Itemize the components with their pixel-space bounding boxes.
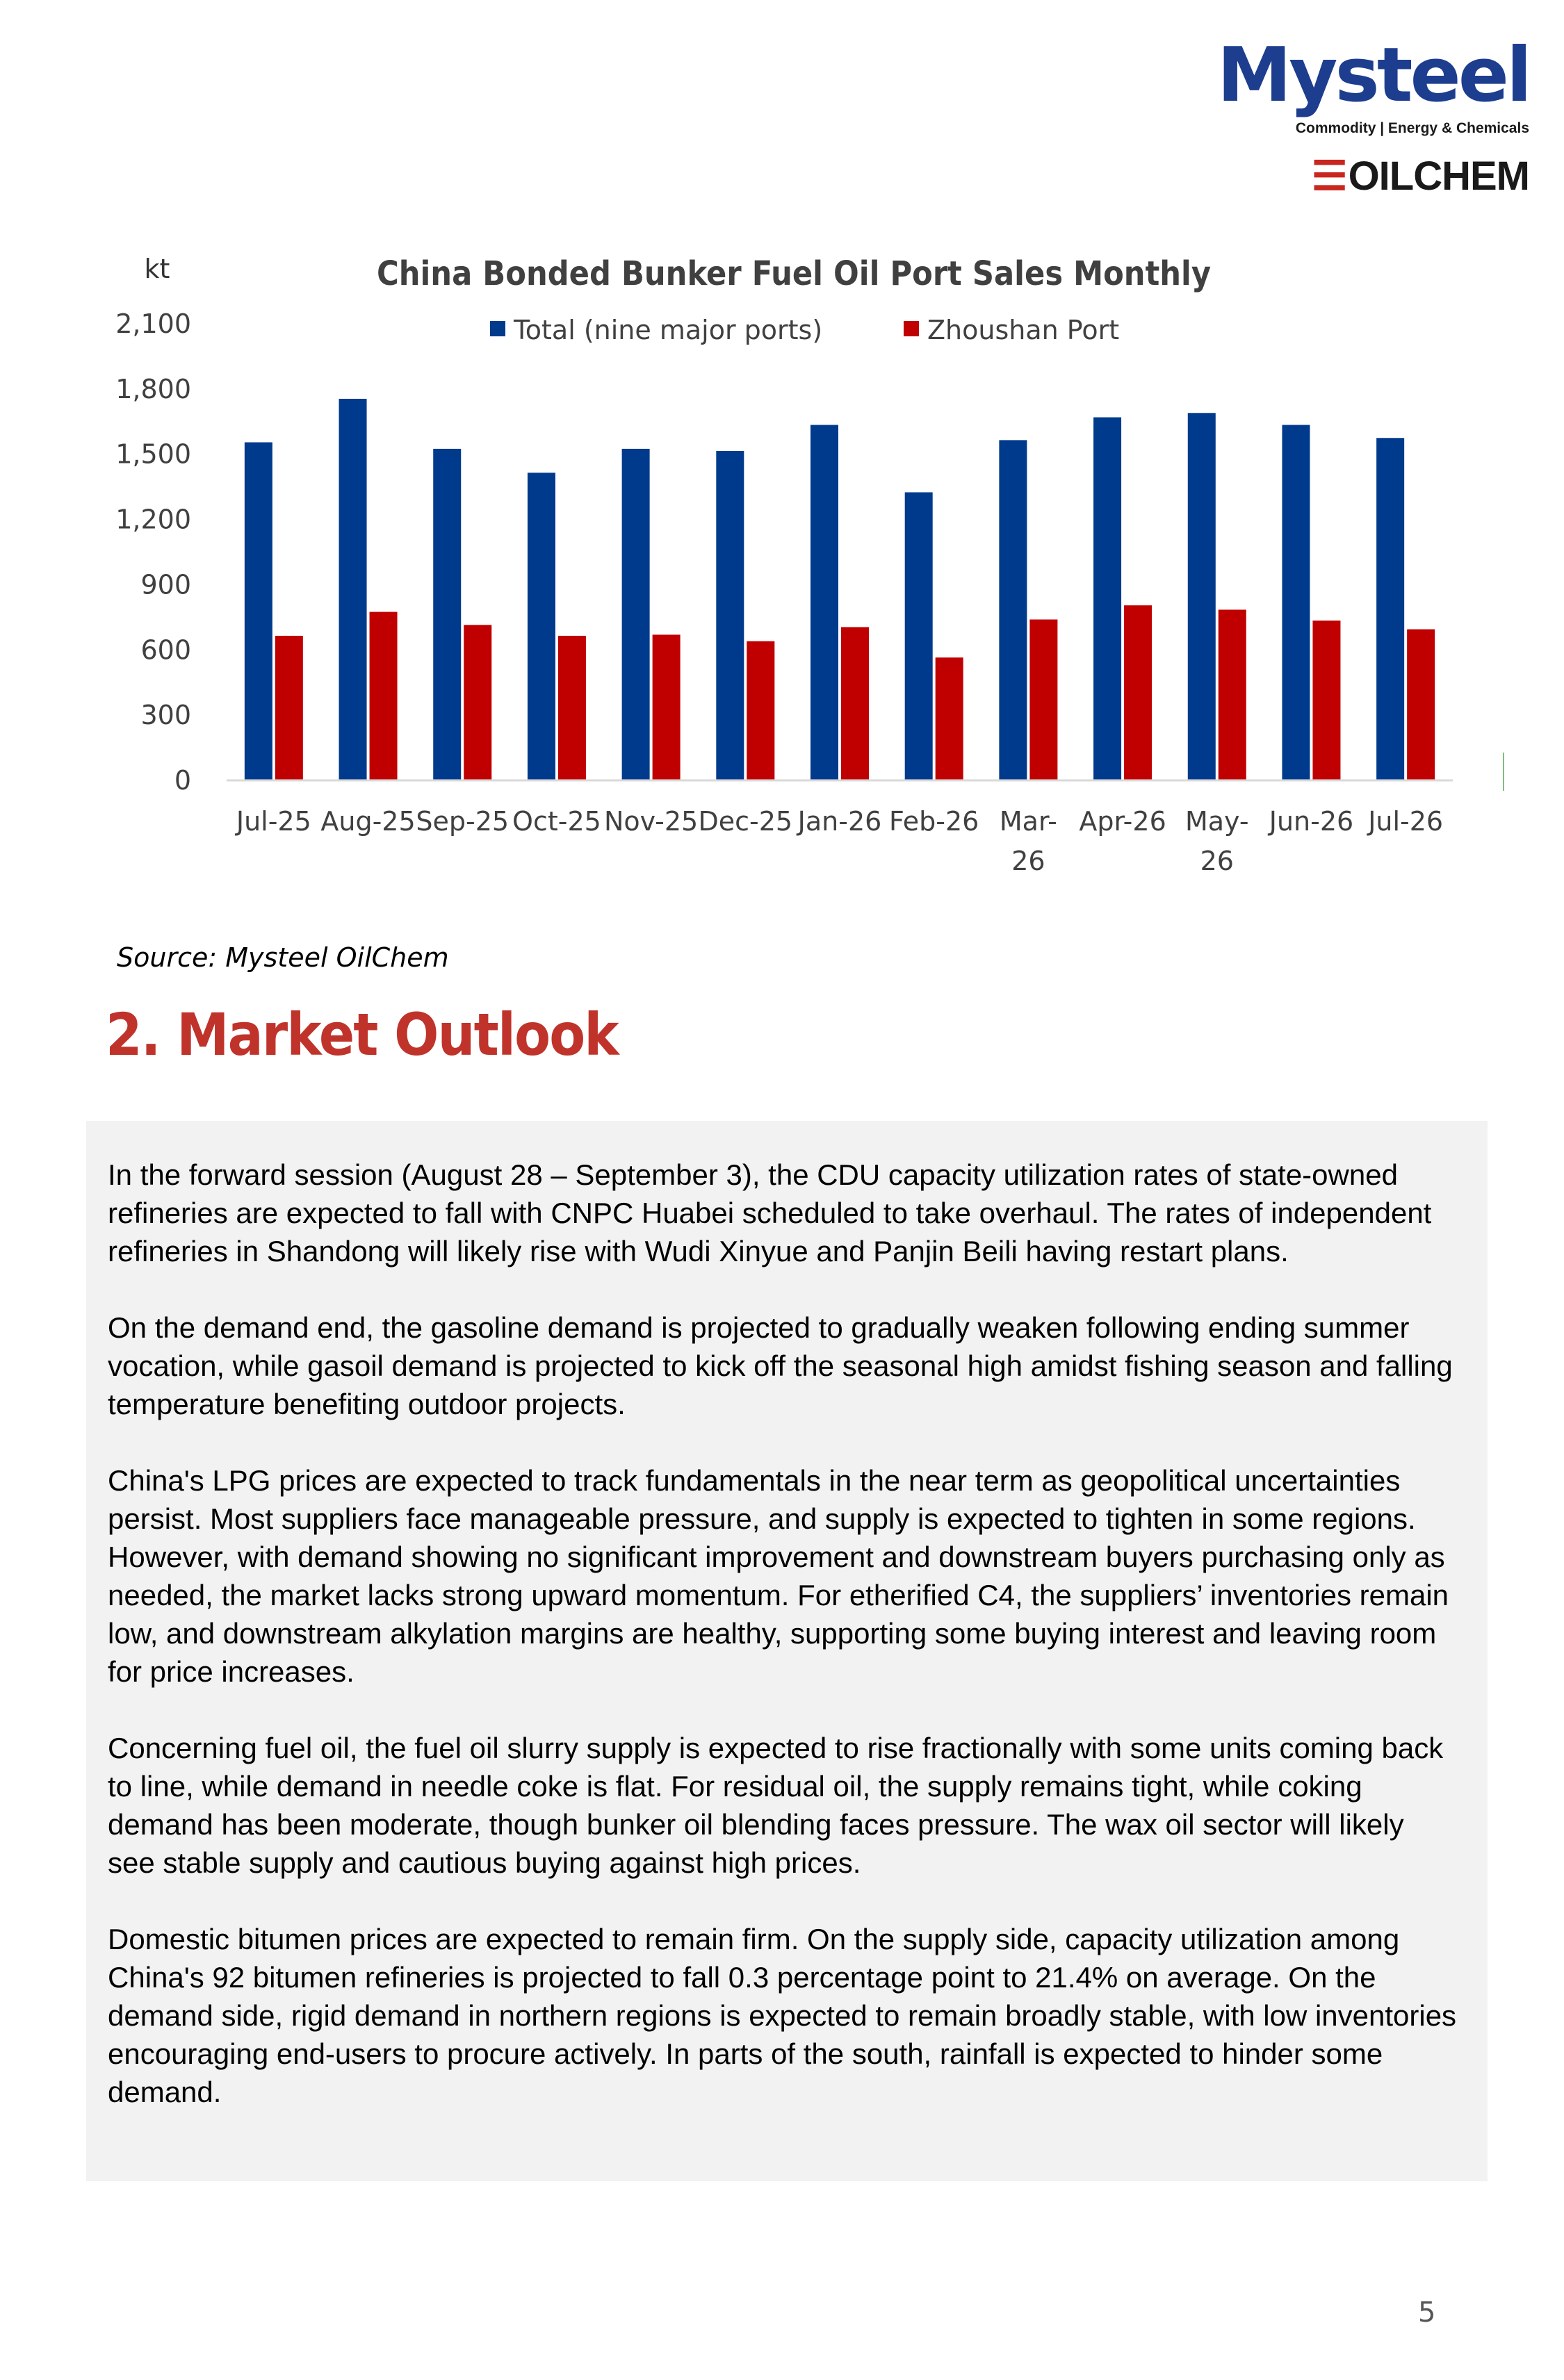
bar-zhoushan xyxy=(653,634,681,780)
legend-label: Total (nine major ports) xyxy=(514,315,823,345)
bar-total xyxy=(528,473,555,780)
y-tick-label: 900 xyxy=(140,569,191,600)
x-tick-label: Sep-25 xyxy=(416,806,510,837)
bar-zhoushan xyxy=(936,657,963,780)
bar-zhoushan xyxy=(370,612,398,780)
legend-label: Zhoushan Port xyxy=(927,315,1120,345)
x-tick-label: Oct-25 xyxy=(512,806,601,837)
bar-total xyxy=(1282,425,1310,780)
x-tick-label: Aug-25 xyxy=(320,806,416,837)
x-tick-label: Jul-25 xyxy=(236,806,311,837)
y-axis xyxy=(115,309,191,796)
y-tick-label: 0 xyxy=(174,765,191,796)
x-tick-label: Mar- xyxy=(999,806,1057,837)
y-tick-label: 2,100 xyxy=(115,309,191,339)
outlook-paragraph-demand: On the demand end, the gasoline demand is projected to gradually weaken following ending summer vocation, while gasoil demand is projected to kick off the seasonal high amidst fishing season and falling temperature benefiting outdoor projects. xyxy=(108,1311,1453,1420)
x-tick-label: Feb-26 xyxy=(889,806,979,837)
bar-zhoushan xyxy=(841,627,869,780)
bar-zhoushan xyxy=(1407,630,1435,780)
bar-total xyxy=(905,492,933,780)
bar-total xyxy=(999,440,1027,780)
bar-total xyxy=(810,425,838,780)
legend-swatch xyxy=(490,321,505,336)
x-tick-label: Dec-25 xyxy=(698,806,793,837)
x-tick-label: Jul-26 xyxy=(1368,806,1444,837)
x-tick-label: Jan-26 xyxy=(797,806,882,837)
outlook-paragraph-bitumen: Domestic bitumen prices are expected to remain firm. On the supply side, capacity utilization among China's 92 bitumen refineries is projected to fall 0.3 percentage point to 21.4% on average. On the demand side, rigid demand in northern regions is expected to remain broadly stable, with low inventories encouraging end-users to procure actively. In parts of the south, rainfall is expected to hinder some demand. xyxy=(108,1923,1457,2108)
bar-total xyxy=(1188,413,1216,780)
page-number: 5 xyxy=(1418,2297,1436,2329)
chart-source: Source: Mysteel OilChem xyxy=(117,942,449,973)
bar-zhoushan xyxy=(747,641,774,780)
chart-bars xyxy=(245,399,1435,780)
logo-tagline: Commodity | Energy & Chemicals xyxy=(1295,120,1529,136)
outlook-paragraph-fuel-oil: Concerning fuel oil, the fuel oil slurry supply is expected to rise fractionally with some units coming back to line, while demand in needle coke is flat. For residual oil, the supply remains tight, while coking demand has been moderate, though bunker oil blending faces pressure. The wax oil sector will likely see stable supply and cautious buying against high prices. xyxy=(108,1732,1444,1879)
bar-zhoushan xyxy=(464,625,491,780)
bar-total xyxy=(245,443,272,780)
outlook-paragraph-refineries: In the forward session (August 28 – September 3), the CDU capacity utilization rates of state-owned refineries are expected to fall with CNPC Huabei scheduled to take overhaul. The rates of independent refineries in Shandong will likely rise with Wudi Xinyue and Panjin Beili having restart plans. xyxy=(108,1158,1432,1267)
section-title: 2. Market Outlook xyxy=(106,1001,618,1069)
x-tick-label: May- xyxy=(1184,806,1249,837)
x-tick-label: Apr-26 xyxy=(1079,806,1166,837)
logo-oilchem-text: OILCHEM xyxy=(1348,154,1529,199)
y-tick-label: 1,500 xyxy=(115,438,191,470)
oilchem-mark-icon: ☰ xyxy=(1311,154,1347,199)
bar-total xyxy=(1376,438,1404,780)
x-tick-label: Jun-26 xyxy=(1269,806,1354,837)
y-tick-label: 300 xyxy=(140,700,191,731)
x-axis xyxy=(235,806,1443,876)
bar-zhoushan xyxy=(1312,621,1340,780)
bar-zhoushan xyxy=(1124,605,1152,780)
chart-title: China Bonded Bunker Fuel Oil Port Sales Monthly xyxy=(377,254,1211,293)
y-tick-label: 1,800 xyxy=(115,373,191,404)
x-tick-label: Nov-25 xyxy=(604,806,699,837)
chart-legend xyxy=(490,315,1119,345)
market-outlook-box xyxy=(86,1121,1488,2181)
y-tick-label: 600 xyxy=(140,634,191,666)
bar-zhoushan xyxy=(1029,619,1057,780)
logo-mysteel-wordmark: Mysteel xyxy=(1216,32,1529,119)
x-tick-label: 26 xyxy=(1200,846,1234,876)
x-tick-label: 26 xyxy=(1011,846,1045,876)
bunker-sales-bar-chart xyxy=(0,0,1564,917)
chart-unit-label: kt xyxy=(144,254,170,284)
bar-total xyxy=(716,451,744,780)
bar-zhoushan xyxy=(275,636,303,780)
bar-total xyxy=(1093,418,1121,780)
legend-swatch xyxy=(904,321,919,336)
y-tick-label: 1,200 xyxy=(115,504,191,535)
bar-zhoushan xyxy=(1219,609,1246,780)
outlook-paragraph-lpg: China's LPG prices are expected to track fundamentals in the near term as geopolitical uncertainties persist. Most suppliers face manageable pressure, and supply is expected to tighten in some regions. However, with demand showing no significant improvement and downstream buyers purchasing only as needed, the market lacks strong upward momentum. For etherified C4, the suppliers’ inventories remain low, and downstream alkylation margins are healthy, supporting some buying interest and leaving room for price increases. xyxy=(108,1464,1449,1688)
bar-total xyxy=(339,399,367,780)
bar-total xyxy=(622,449,650,780)
bar-zhoushan xyxy=(558,636,586,780)
bar-total xyxy=(433,449,461,780)
